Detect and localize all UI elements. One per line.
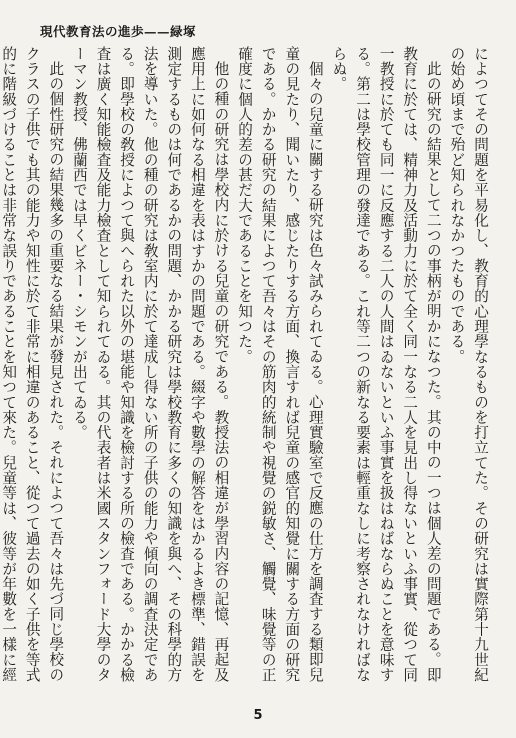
paragraph: 個々の兒童に關する研究は色々試みられてゐる。心理實驗室で反應の仕方を調査する類即兒童の見たり、聞いたり、感じたりする方面、換言すれば兒童の感官的知覺に關する方面の研究である。かかる研究の結果によつて吾々はその筋肉的統制や視覺の鋭敏さ、觸覺、味覺等の正確度に個人的差の甚だ大であることを知つた。 bbox=[236, 46, 324, 683]
paragraph: 他の種の研究は學校内に於ける兒童の研究である。教授法の相違が學習内容の記憶、再起及應用上に如何なる相違を表はすかの問題である。綴字や數學の解答をはかるよき標準、錯誤を測定するものは何であるかの問題、かかる研究は學校教育に多くの知識を與へ、その科學的方法を導いた。他の種の研究は敎室内に於て達成し得ない所の子供の能力や傾向の調査決定である。即學校の敎授によつて與へられた以外の堪能や知識を檢討する所の檢査である。かかる檢査は廣く知能檢査及能力檢査として知られてゐる。其の代表者は米國スタンフォード大學のターマン教授、佛蘭西では早くビネー・シモンが出てゐる。 bbox=[70, 46, 230, 683]
body-text bbox=[0, 46, 492, 692]
page-number: 5 bbox=[253, 708, 263, 723]
paragraph: によつてその問題を平易化し、教育的心理學なるものを打立てた。その研究は實際第十九世紀の始め頃まで殆ど知られなかつたものである。 bbox=[448, 46, 489, 683]
paragraph: 此の個性研究の結果幾多の重要なる結果が發見された。それによつて吾々は先づ同じ學校のクラスの子供でも其の能力や知性に於て非常に相違のあること、從つて過去の如く子供を等式的に階級づけることは非常な誤りであることを知つて來た。兒童等は、彼等が年數を一樣に經 bbox=[0, 46, 65, 683]
running-head: 現代教育法の進歩——緑塚 bbox=[40, 24, 197, 39]
paragraph: 此の研究の結果として二つの事柄が明かになつた。其の中の一つは個人差の問題である。即教育に於ては、精神力及活動力に於て全く同一なる二人を見出し得ないといふ事實、從つて同一教授に於ても同一に反應する二人の人間はゐないといふ事實を扱はねばならぬことを意味する。第二は學校管理の發達である。これ等二つの新なる要素は輕重なしに考察されなければならぬ。 bbox=[330, 46, 442, 683]
